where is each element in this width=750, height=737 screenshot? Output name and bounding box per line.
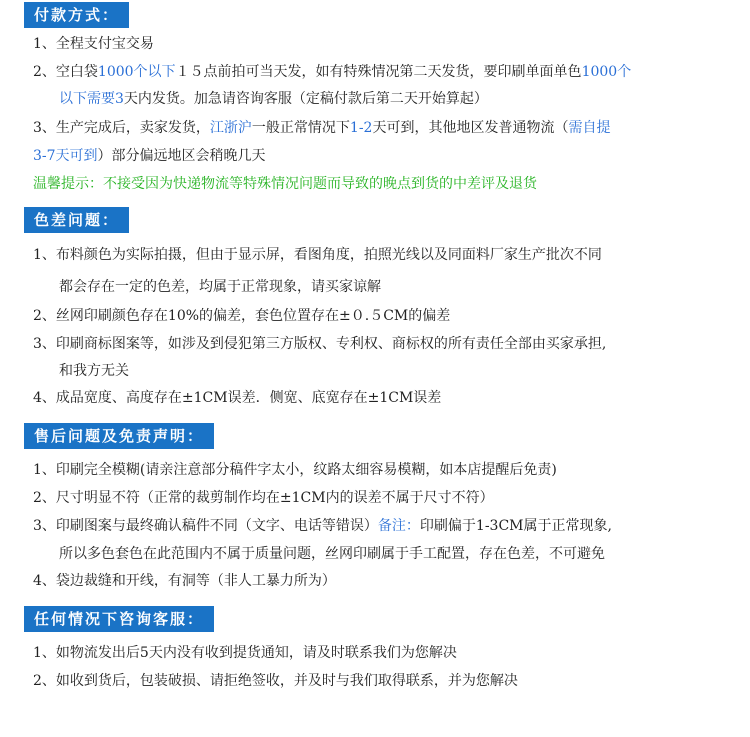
after-line-3 (33, 516, 612, 536)
payment-line-1: 1、全程支付宝交易 (33, 36, 154, 52)
after-line-3-note-label: 备注： (377, 518, 420, 534)
payment-tip: 温馨提示：不接受因为快递物流等特殊情况问题而导致的晚点到货的中差评及退货 (33, 176, 537, 192)
payment-line-3-part-e: 天可到，其他地区发普通物流（ (372, 120, 569, 136)
color-section-header: 色差问题： (24, 207, 129, 233)
contact-line-1: 1、如物流发出后5天内没有收到提货通知，请及时联系我们为您解决 (33, 645, 457, 661)
after-line-3-part-c: 印刷偏于1-3CM属于正常现象, (419, 518, 612, 534)
color-line-1: 1、布料颜色为实际拍摄，但由于显示屏，看图角度，拍照光线以及同面料厂家生产批次不同 (33, 247, 602, 263)
after-line-4: 4、袋边裁缝和开线，有洞等（非人工暴力所为） (33, 573, 336, 589)
payment-line-3 (33, 118, 610, 138)
payment-section-header: 付款方式： (24, 2, 129, 28)
contact-line-2: 2、如收到货后，包装破损、请拒绝签收，并及时与我们取得联系，并为您解决 (33, 673, 518, 689)
after-sales-section-header: 售后问题及免责声明： (24, 423, 214, 449)
payment-line-3-cont (33, 146, 266, 166)
payment-line-2-highlight-4: 3 (115, 91, 124, 107)
payment-line-3-days: 1-2 (349, 120, 373, 136)
color-line-3: 3、印刷商标图案等，如涉及到侵犯第三方版权、专利权、商标权的所有责任全部由买家承担, (33, 336, 607, 352)
payment-line-3-part-c: 一般正常情况下 (251, 120, 350, 136)
payment-line-2-part-c: １５点前拍可当天发，如有特殊情况第二天发货，要印刷单面单色 (175, 64, 582, 80)
payment-line-3-pickup: 需自提 (568, 120, 611, 136)
after-line-3-cont: 所以多色套色在此范围内不属于质量问题，丝网印刷属于手工配置，存在色差，不可避免 (59, 546, 605, 562)
color-line-4: 4、成品宽度、高度存在±1CM误差．侧宽、底宽存在±1CM误差 (33, 390, 442, 406)
color-line-1-cont: 都会存在一定的色差，均属于正常现象，请买家谅解 (59, 279, 381, 295)
color-line-2: 2、丝网印刷颜色存在10%的偏差，套色位置存在±０.５CM的偏差 (33, 308, 451, 324)
payment-line-3-part-h: ）部分偏远地区会稍晚几天 (97, 148, 266, 164)
after-line-2: 2、尺寸明显不符（正常的裁剪制作均在±1CM内的误差不属于尺寸不符） (33, 490, 494, 506)
payment-line-2-part-g: 天内发货。加急请咨询客服（定稿付款后第二天开始算起） (123, 91, 488, 107)
payment-line-2-highlight-1: 1000个以下 (97, 64, 176, 80)
color-line-3-cont: 和我方无关 (59, 363, 129, 379)
after-line-1: 1、印刷完全模糊(请亲注意部分稿件字太小，纹路太细容易模糊，如本店提醒后免责) (33, 462, 557, 478)
contact-section-header: 任何情况下咨询客服： (24, 606, 214, 632)
payment-line-2 (33, 62, 631, 82)
payment-line-3-part-a: 3、生产完成后，卖家发货， (33, 120, 210, 136)
payment-line-2-part-a: 2、空白袋 (33, 64, 98, 80)
after-line-3-part-a: 3、印刷图案与最终确认稿件不同（文字、电话等错误） (33, 518, 378, 534)
payment-line-3-pickup-days: 3-7天可到 (33, 148, 98, 164)
payment-line-2-cont (59, 89, 488, 109)
payment-line-2-highlight-2: 1000个 (581, 64, 632, 80)
payment-line-3-region: 江浙沪 (209, 120, 252, 136)
payment-line-2-highlight-3: 以下需要 (59, 91, 115, 107)
